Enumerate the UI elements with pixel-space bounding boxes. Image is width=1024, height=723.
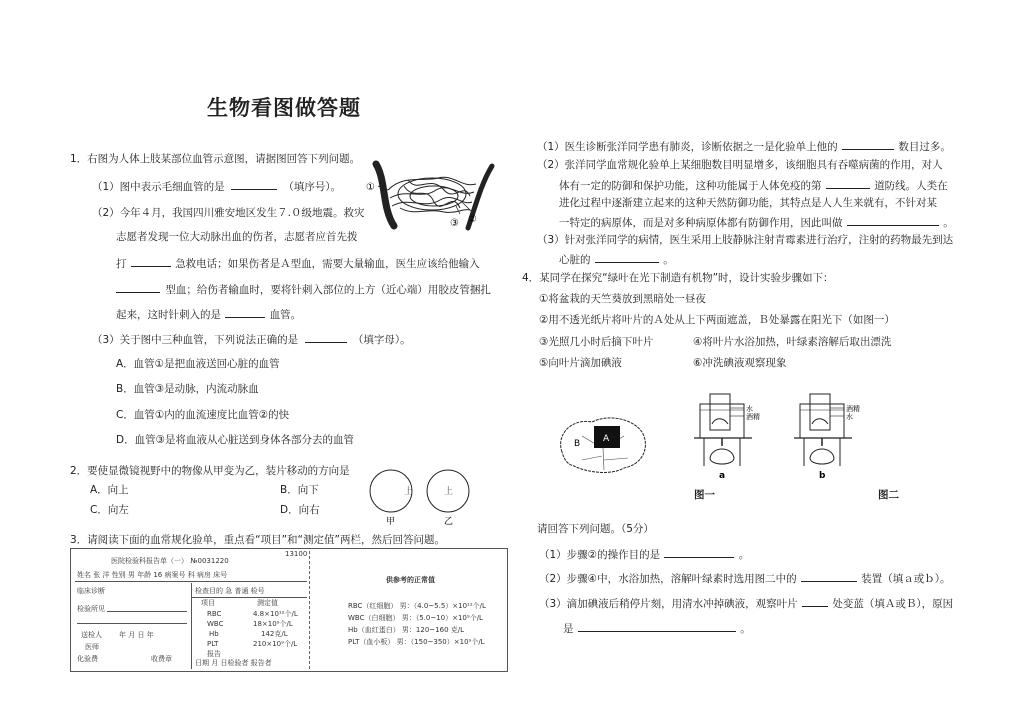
ref-row-wbc: WBC（白细胞） 男：（5.0~10）×10⁹个/L	[348, 614, 483, 622]
q1-option-a: A．血管①是把血液送回心脏的血管	[116, 358, 280, 370]
report-line-a	[107, 611, 187, 612]
q3-part2-line4-tail: 。	[943, 217, 954, 229]
report-value-plt: 210×10⁹个/L	[253, 640, 298, 648]
q4-step6: ⑥冲洗碘液观察现象	[693, 357, 787, 369]
q3-part3-line2-tail: 。	[663, 254, 674, 266]
q3-part3-line2	[559, 251, 674, 267]
q2-option-a: A．向上	[90, 484, 129, 496]
q4-answer3-blank	[802, 595, 828, 607]
q1-stem: 1．右图为人体上肢某部位血管示意图，请据图回答下列问题。	[70, 153, 361, 165]
report-label: 报告	[207, 650, 221, 658]
report-item-header: 项目	[201, 599, 215, 607]
q1-part2-line1: （2）今年４月，我国四川雅安地区发生７.０级地震。救灾	[92, 207, 365, 219]
q1-part2-line4	[116, 281, 491, 297]
q1-part3-text: （3）关于图中三种血管，下列说法正确的是	[92, 334, 299, 346]
label-yi: 乙	[444, 517, 454, 527]
fig-label-2: ②	[468, 214, 477, 225]
q4-answer1-tail: 。	[738, 549, 750, 561]
report-diagnosis: 临床诊断	[77, 587, 105, 595]
q1-part3	[92, 331, 411, 347]
figure-1-caption: 图一	[694, 489, 715, 501]
q3-blank-heart	[595, 251, 659, 263]
report-fee-stamp: 收费章	[151, 655, 172, 663]
report-item-plt: PLT	[207, 640, 219, 648]
report-value-hb: 142克/L	[261, 630, 288, 638]
q4-stem: 4．某同学在探究“绿叶在光下制造有机物”时，设计实验步骤如下：	[522, 272, 834, 284]
report-item-rbc: RBC	[207, 610, 222, 618]
beaker-a-figure	[694, 386, 774, 482]
q3-part2-line4-text: 一特定的病原体，而是对多种病原体都有防御作用，因此叫做	[559, 217, 843, 229]
figure-2-caption: 图二	[878, 489, 899, 501]
q4-answer2-blank	[801, 570, 857, 582]
q4-step5: ⑤向叶片滴加碘液	[539, 357, 622, 369]
page-title: 生物看图做答题	[207, 96, 361, 120]
q1-option-b: B．血管③是动脉，内流动脉血	[116, 383, 259, 395]
q4-answer3-reason-blank	[578, 620, 736, 632]
report-date: 年 月 日 年	[119, 631, 154, 639]
q1-blank-vessel	[225, 306, 265, 318]
q2-option-c: C．向左	[90, 504, 129, 516]
q3-part2-line2	[559, 177, 948, 193]
report-number: 13100	[285, 550, 308, 558]
reference-values	[342, 560, 512, 650]
q3-part2-line1: （2）张洋同学血常规化验单上某细胞数目明显增多，该细胞具有吞噬病菌的作用，对人	[537, 159, 943, 171]
q1-part1	[92, 178, 341, 194]
report-stub-line	[309, 551, 310, 669]
q1-part1-text: （1）图中表示毛细血管的是	[92, 181, 225, 193]
q4-step4: ④将叶片水浴加热，叶绿素溶解后取出漂洗	[693, 336, 892, 348]
q1-part2-line5a: 起来，这时针刺入的是	[116, 309, 221, 321]
q1-part2-line2: 志愿者发现一位大动脉出血的伤者，志愿者应首先拨	[116, 231, 358, 243]
ref-row-hb: Hb（血红蛋白） 男：120~160 克/L	[348, 626, 465, 634]
microscope-view-figure	[368, 466, 478, 530]
q4-step2: ②用不透光纸片将叶片的Ａ处从上下两面遮盖，Ｂ处暴露在阳光下（如图一）	[539, 314, 895, 326]
q4-answer3-line1	[539, 595, 953, 611]
q1-part2-line4-text: 型血；给伤者输血时，要将针刺入部位的上方（近心端）用胶皮管捆扎	[165, 284, 491, 296]
report-line-b	[77, 623, 187, 624]
q3-part1-text: （1）医生诊断张洋同学患有肺炎，诊断依据之一是化验单上他的	[537, 141, 838, 153]
q3-part1	[537, 138, 951, 154]
q3-part2-line2-tail: 道防线。人类在	[874, 180, 948, 192]
q2-stem: 2．要使显微镜视野中的物像从甲变为乙，装片移动的方向是	[70, 465, 350, 477]
report-divider-1	[75, 581, 307, 582]
ref-title: 供参考的正常值	[386, 576, 435, 584]
q3-stem: 3．请阅读下面的血常规化验单，重点看“项目”和“测定值”两栏，然后回答问题。	[70, 534, 445, 546]
q1-part1-blank	[231, 178, 277, 190]
q4-answer1-text: （1）步骤②的操作目的是	[539, 549, 661, 561]
q2-option-d: D．向右	[280, 504, 320, 516]
report-footer: 日期 月 日检验者 报告者	[195, 659, 272, 667]
beaker-a-alcohol: 酒精	[746, 413, 760, 421]
q3-part3-line1: （3）针对张洋同学的病情，医生采用上肢静脉注射青霉素进行治疗，注射的药物最先到达	[537, 234, 954, 246]
report-name-row: 姓名 张 洋 性别 男 年龄 16 病案号 科 病房 床号	[77, 571, 228, 579]
q4-step3: ③光照几小时后摘下叶片	[539, 336, 654, 348]
report-doctor: 医师	[85, 643, 99, 651]
q4-answer1-blank	[664, 546, 734, 558]
fig-label-3: ③	[450, 218, 459, 229]
report-item-wbc: WBC	[207, 620, 224, 628]
beaker-b-label: b	[819, 471, 826, 481]
q1-part2-line5	[116, 306, 301, 322]
leaf-figure	[552, 412, 652, 478]
q4-answer2-text: （2）步骤④中，水浴加热，溶解叶绿素时选用图二中的	[539, 573, 797, 585]
q4-answer3-line2	[563, 620, 751, 636]
q1-option-c: C．血管①内的血流速度比血管②的快	[116, 409, 290, 421]
report-value-wbc: 18×10⁹个/L	[253, 620, 293, 628]
q1-blank-phone	[131, 255, 171, 267]
report-method: 检查目的 急 普通 检号	[195, 587, 265, 595]
fig-label-1: ①	[366, 182, 375, 193]
q1-part2-line3	[116, 255, 480, 271]
report-value-header: 测定值	[257, 599, 278, 607]
q3-part2-line2-text: 体有一定的防御和保护功能，这种功能属于人体免疫的第	[559, 180, 822, 192]
q1-part2-line3a: 打	[116, 258, 127, 270]
report-vline	[191, 583, 192, 669]
label-jia: 甲	[386, 517, 396, 527]
report-item-hb: Hb	[209, 630, 219, 638]
q3-part2-line3: 进化过程中逐渐建立起来的这种天然防御功能，其特点是人人生来就有，不针对某	[559, 197, 937, 209]
report-title: 医院检验科报告单（一） №0031220	[111, 557, 229, 565]
leaf-label-b: B	[574, 439, 581, 449]
q3-part1-blank	[842, 138, 894, 150]
q4-answer3-reason: 是	[563, 623, 574, 635]
q1-blank-bloodtype	[116, 281, 160, 293]
q1-option-d: D．血管③是将血液从心脏送到身体各部分去的血管	[116, 434, 354, 446]
q1-part3-tail: （填字母）。	[352, 334, 411, 346]
leaf-label-a: A	[603, 434, 610, 444]
q3-part1-tail: 数目过多。	[898, 141, 951, 153]
q4-step1: ①将盆栽的天竺葵放到黑暗处一昼夜	[539, 293, 706, 305]
beaker-b-water: 水	[846, 413, 853, 421]
q1-part2-line5b: 血管。	[269, 309, 302, 321]
q4-answer2	[539, 570, 951, 586]
view-jia-text: 上	[404, 487, 414, 497]
q1-part1-tail: （填序号）。	[283, 181, 342, 193]
q4-answer3-text: （3）滴加碘液后稍停片刻，用清水冲掉碘液，观察叶片	[539, 598, 798, 610]
beaker-a-water: 水	[746, 405, 753, 413]
q2-option-b: B．向下	[280, 484, 319, 496]
q3-part3-line2-text: 心脏的	[559, 254, 591, 266]
report-fee: 化验费	[77, 655, 98, 663]
q4-ask: 请回答下列问题。（5分）	[537, 523, 654, 535]
q1-part2-line3b: 急救电话；如果伤者是Ａ型血，需要大量输血，医生应该给他输入	[175, 258, 480, 270]
report-sample: 检验所见	[77, 605, 105, 613]
beaker-a-label: a	[719, 471, 726, 481]
q4-answer2-tail: 装置（填ａ或ｂ）。	[861, 573, 951, 585]
q3-blank-defense	[826, 177, 870, 189]
ref-row-rbc: RBC（红细胞） 男：（4.0~5.5）×10¹²个/L	[348, 602, 486, 610]
q4-answer3-tail: 处变蓝（填Ａ或Ｂ），原因	[832, 598, 954, 610]
view-yi-text: 上	[444, 487, 454, 497]
report-divider-2	[191, 597, 307, 598]
q4-answer3-end: 。	[740, 623, 751, 635]
beaker-b-figure	[794, 386, 874, 482]
q4-answer1	[539, 546, 749, 562]
blood-vessel-figure	[364, 160, 504, 232]
q1-part3-blank	[305, 331, 347, 343]
report-value-rbc: 4.8×10¹²个/L	[253, 610, 298, 618]
ref-row-plt: PLT（血小板） 男：（150~350）×10⁹个/L	[348, 638, 485, 646]
q3-blank-immunity	[847, 214, 939, 226]
report-sender: 送检人	[81, 631, 102, 639]
q3-part2-line4	[559, 214, 954, 230]
beaker-b-alcohol: 酒精	[846, 405, 860, 413]
